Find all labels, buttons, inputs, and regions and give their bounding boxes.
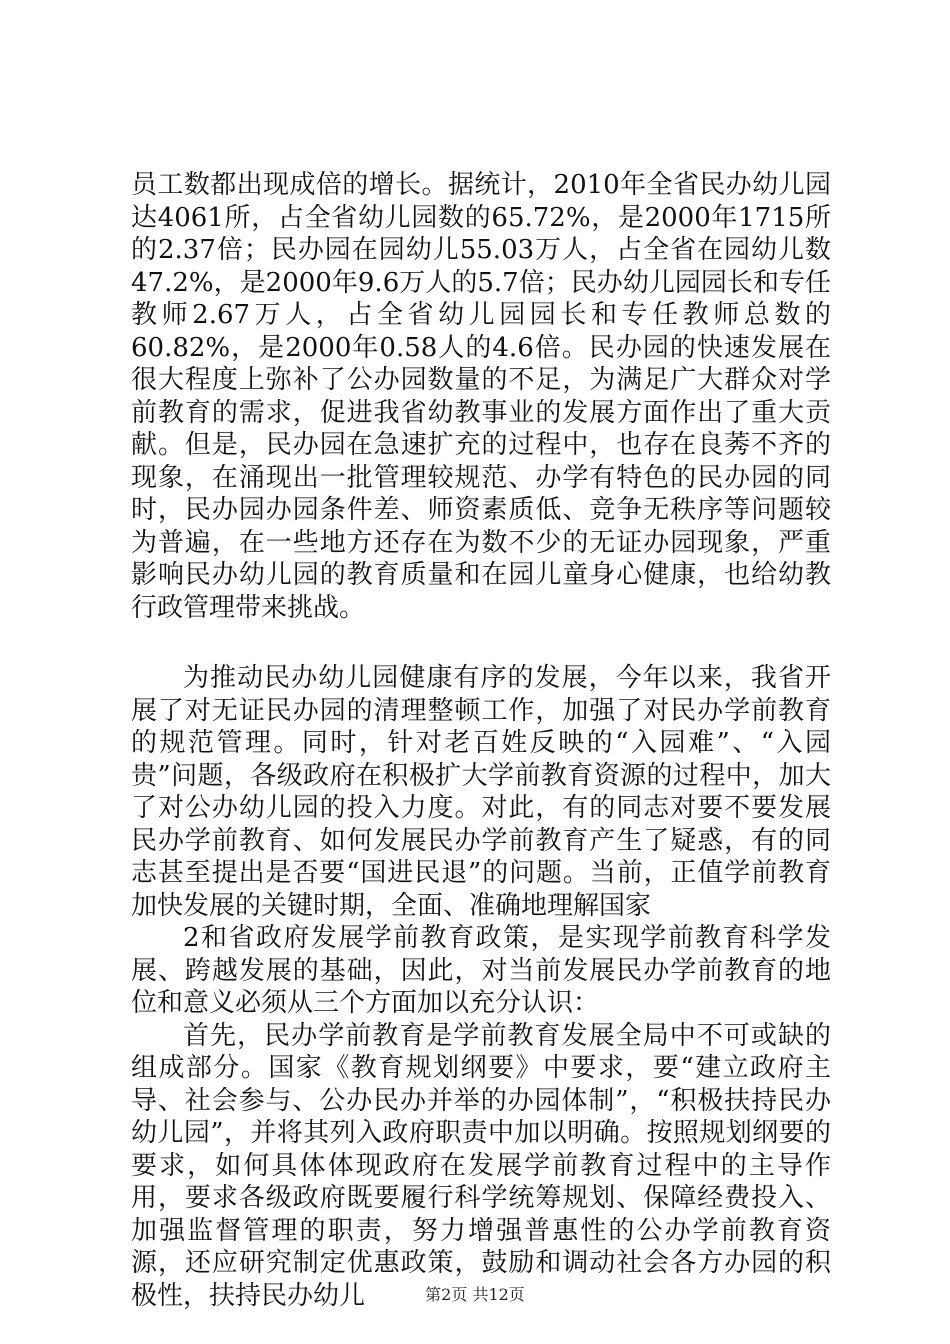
paragraph-3: 2和省政府发展学前教育政策，是实现学前教育科学发展、跨越发展的基础，因此，对当前发展民办学前教育的地位和意义必须从三个方面加以充分认识： xyxy=(131,923,831,1018)
paragraph-gap xyxy=(131,624,831,662)
page-number-footer: 第2页 共12页 xyxy=(425,1285,525,1304)
document-body xyxy=(131,169,831,1312)
paragraph-2: 为推动民办幼儿园健康有序的发展，今年以来，我省开展了对无证民办园的清理整顿工作，加强了对民办学前教育的规范管理。同时，针对老百姓反映的“入园难”、“入园贵”问题，各级政府在积极扩大学前教育资源的过程中，加大了对公办幼儿园的投入力度。对此，有的同志对要不要发展民办学前教育、如何发展民办学前教育产生了疑惑，有的同志甚至提出是否要“国进民退”的问题。当前，正值学前教育加快发展的关键时期，全面、准确地理解国家 xyxy=(131,663,831,921)
paragraph-4: 首先，民办学前教育是学前教育发展全局中不可或缺的组成部分。国家《教育规划纲要》中要求，要“建立政府主导、社会参与、公办民办并举的办园体制”，“积极扶持民办幼儿园”，并将其列入政府职责中加以明确。按照规划纲要的要求，如何具体体现政府在发展学前教育过程中的主导作用，要求各级政府既要履行科学统筹规划、保障经费投入、加强监督管理的职责，努力增强普惠性的公办学前教育资源，还应研究制定优惠政策，鼓励和调动社会各方办园的积极性，扶持民办幼儿 xyxy=(131,1020,831,1311)
paragraph-1: 员工数都出现成倍的增长。据统计，2010年全省民办幼儿园达4061所，占全省幼儿园数的65.72%，是2000年1715所的2.37倍；民办园在园幼儿55.03万人，占全省在园幼儿数47.2%，是2000年9.6万人的5.7倍；民办幼儿园园长和专任教师2.67万人，占全省幼儿园园长和专任教师总数的60.82%，是2000年0.58人的4.6倍。民办园的快速发展在很大程度上弥补了公办园数量的不足，为满足广大群众对学前教育的需求，促进我省幼教事业的发展方面作出了重大贡献。但是，民办园在急速扩充的过程中，也存在良莠不齐的现象，在涌现出一批管理较规范、办学有特色的民办园的同时，民办园办园条件差、师资素质低、竞争无秩序等问题较为普遍，在一些地方还存在为数不少的无证办园现象，严重影响民办幼儿园的教育质量和在园儿童身心健康，也给幼教行政管理带来挑战。 xyxy=(131,170,831,623)
